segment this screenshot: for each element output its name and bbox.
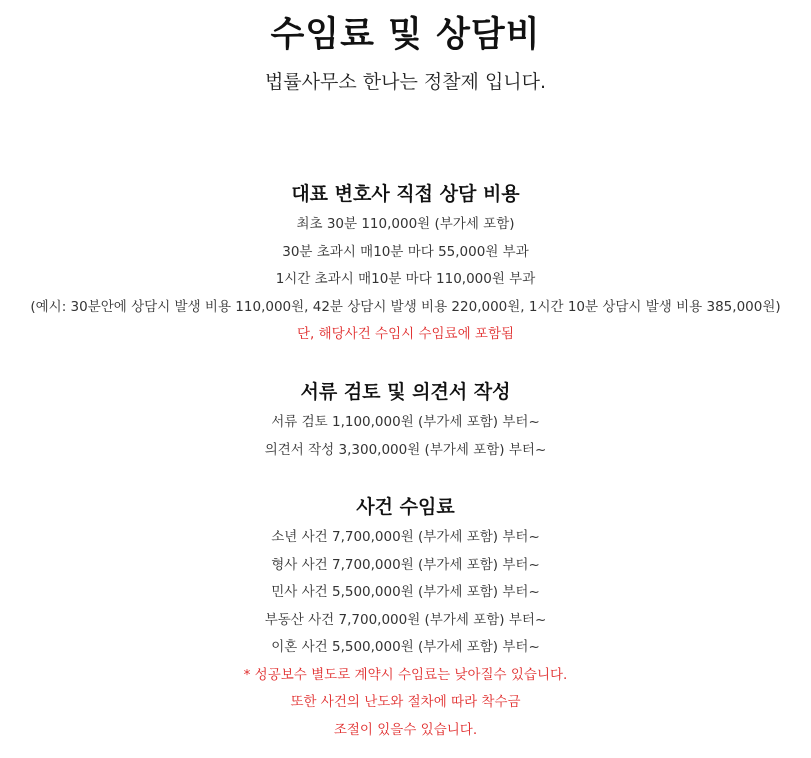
section-heading: 서류 검토 및 의견서 작성 bbox=[300, 381, 511, 403]
section-heading: 대표 변호사 직접 상담 비용 bbox=[291, 183, 520, 205]
fee-line: 형사 사건 7,700,000원 (부가세 포함) 부터~ bbox=[271, 556, 540, 573]
fee-note: 조절이 있을수 있습니다. bbox=[333, 721, 478, 738]
page-subtitle: 법률사무소 한나는 정찰제 입니다. bbox=[264, 71, 547, 93]
fee-line: 소년 사건 7,700,000원 (부가세 포함) 부터~ bbox=[271, 529, 540, 545]
fee-line: 부동산 사건 7,700,000원 (부가세 포함) 부터~ bbox=[264, 611, 547, 628]
fee-example-line: (예시: 30분안에 상담시 발생 비용 110,000원, 42분 상담시 발생 비용 220,000원, 1시간 10분 상담시 발생 비용 385,000원) bbox=[30, 298, 781, 315]
section-heading: 사건 수임료 bbox=[356, 496, 455, 518]
page-title: 수임료 및 상담비 bbox=[270, 15, 541, 55]
fee-line: 민사 사건 5,500,000원 (부가세 포함) 부터~ bbox=[271, 584, 540, 600]
fee-line: 의견서 작성 3,300,000원 (부가세 포함) 부터~ bbox=[264, 441, 547, 458]
section-case-fee bbox=[0, 494, 811, 744]
section-consultation-fee bbox=[0, 181, 811, 349]
fee-line: 30분 초과시 매10분 마다 55,000원 부과 bbox=[282, 243, 529, 260]
fee-line: 이혼 사건 5,500,000원 (부가세 포함) 부터~ bbox=[271, 639, 540, 655]
fee-line: 서류 검토 1,100,000원 (부가세 포함) 부터~ bbox=[271, 414, 540, 430]
fee-line: 최초 30분 110,000원 (부가세 포함) bbox=[296, 216, 515, 232]
section-document-review bbox=[0, 379, 811, 464]
fee-note: 또한 사건의 난도와 절차에 따라 착수금 bbox=[290, 694, 521, 710]
fee-line: 1시간 초과시 매10분 마다 110,000원 부과 bbox=[275, 271, 536, 287]
fee-note: 단, 해당사건 수임시 수임료에 포함됨 bbox=[296, 326, 515, 342]
fee-note: * 성공보수 별도로 계약시 수임료는 낮아질수 있습니다. bbox=[243, 666, 568, 683]
